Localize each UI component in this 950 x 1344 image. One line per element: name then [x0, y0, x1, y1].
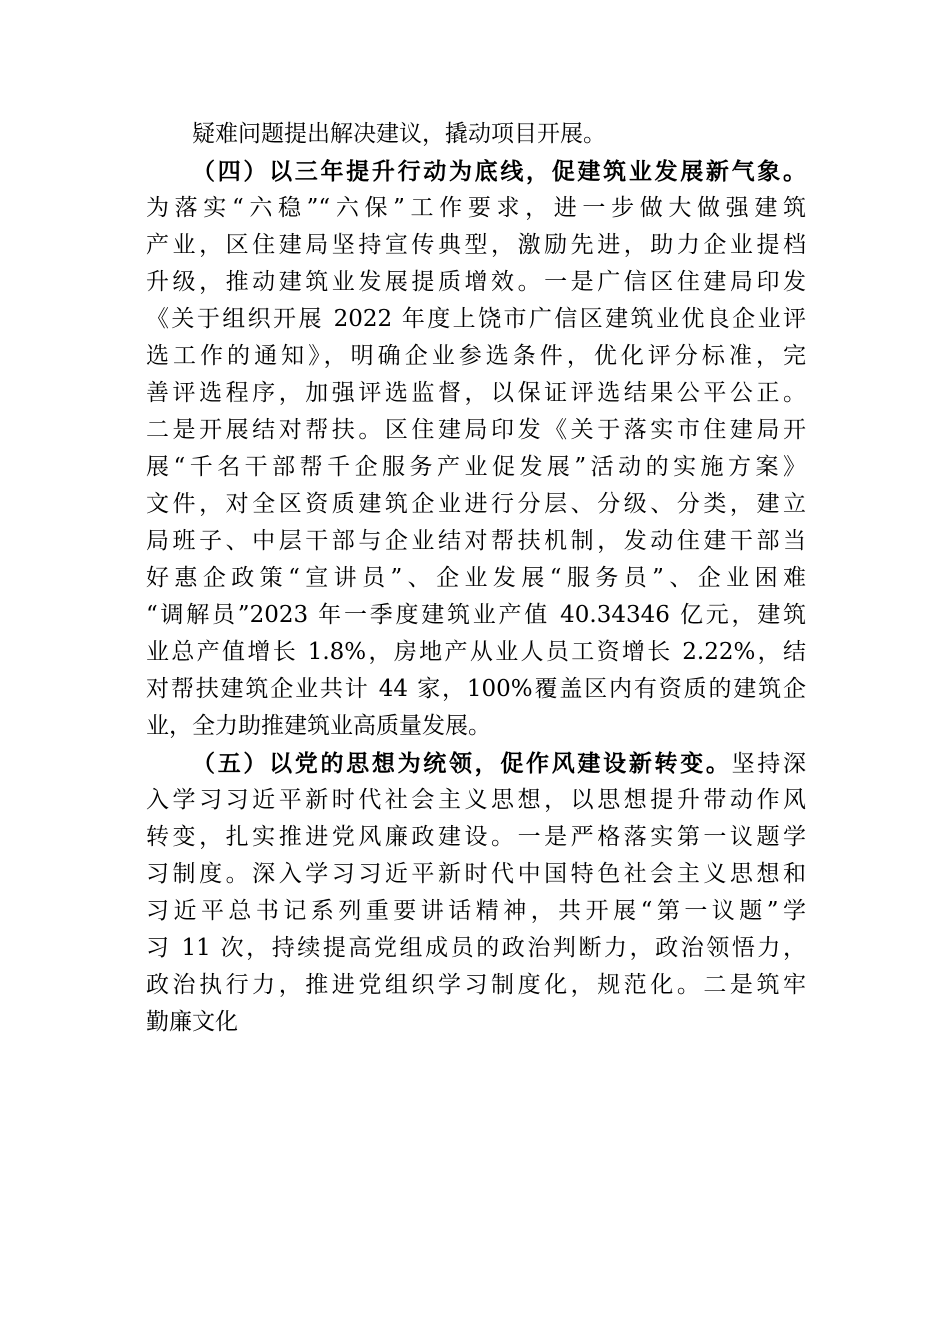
section-heading-line — [146, 153, 806, 190]
text-line: 勤廉文化 — [146, 1009, 238, 1035]
section-heading: （四）以三年提升行动为底线，促建筑业发展新气象。 — [192, 158, 806, 185]
text-line: 政治执行力，推进党组织学习制度化，规范化。二是筑牢 — [146, 972, 806, 998]
text-line: 入学习习近平新时代社会主义思想，以思想提升带动作风 — [146, 787, 806, 813]
text-line: 疑难问题提出解决建议，撬动项目开展。 — [192, 121, 606, 147]
text-line: 局班子、中层干部与企业结对帮扶机制，发动住建干部当 — [146, 528, 806, 554]
text-line: 选工作的通知》，明确企业参选条件，优化评分标准，完 — [146, 343, 806, 369]
text-line: 为落实“六稳”“六保”工作要求，进一步做大做强建筑 — [146, 195, 806, 221]
document-page — [146, 116, 806, 1041]
text-line: 二是开展结对帮扶。区住建局印发《关于落实市住建局开 — [146, 417, 806, 443]
text-line: 转变，扎实推进党风廉政建设。一是严格落实第一议题学 — [146, 824, 806, 850]
section-heading-line: （五）以党的思想为统领，促作风建设新转变。坚持深 — [192, 750, 806, 777]
text-line: 习近平总书记系列重要讲话精神，共开展“第一议题”学 — [146, 898, 806, 924]
text-line: 好惠企政策“宣讲员”、企业发展“服务员”、企业困难 — [146, 565, 806, 591]
text-line: 善评选程序，加强评选监督，以保证评选结果公平公正。 — [146, 380, 806, 406]
text-line: 文件，对全区资质建筑企业进行分层、分级、分类，建立 — [146, 491, 806, 517]
text-line: 业总产值增长 1.8%，房地产从业人员工资增长 2.22%，结 — [146, 639, 806, 665]
text-line: 展“千名干部帮千企服务产业促发展”活动的实施方案》 — [146, 454, 806, 480]
text-line: 产业，区住建局坚持宣传典型，激励先进，助力企业提档 — [146, 232, 806, 258]
text-line: 升级，推动建筑业发展提质增效。一是广信区住建局印发 — [146, 269, 806, 295]
text-line: 习制度。深入学习习近平新时代中国特色社会主义思想和 — [146, 861, 806, 887]
text-line: 业，全力助推建筑业高质量发展。 — [146, 713, 491, 739]
text-line: 习 11 次，持续提高党组成员的政治判断力，政治领悟力， — [146, 935, 806, 961]
text-line: “调解员”2023 年一季度建筑业产值 40.34346 亿元，建筑 — [146, 602, 806, 628]
text-line: 对帮扶建筑企业共计 44 家，100%覆盖区内有资质的建筑企 — [146, 676, 806, 702]
section-heading: （五）以党的思想为统领，促作风建设新转变。 — [192, 750, 732, 777]
text-line: 《关于组织开展 2022 年度上饶市广信区建筑业优良企业评 — [146, 306, 806, 332]
